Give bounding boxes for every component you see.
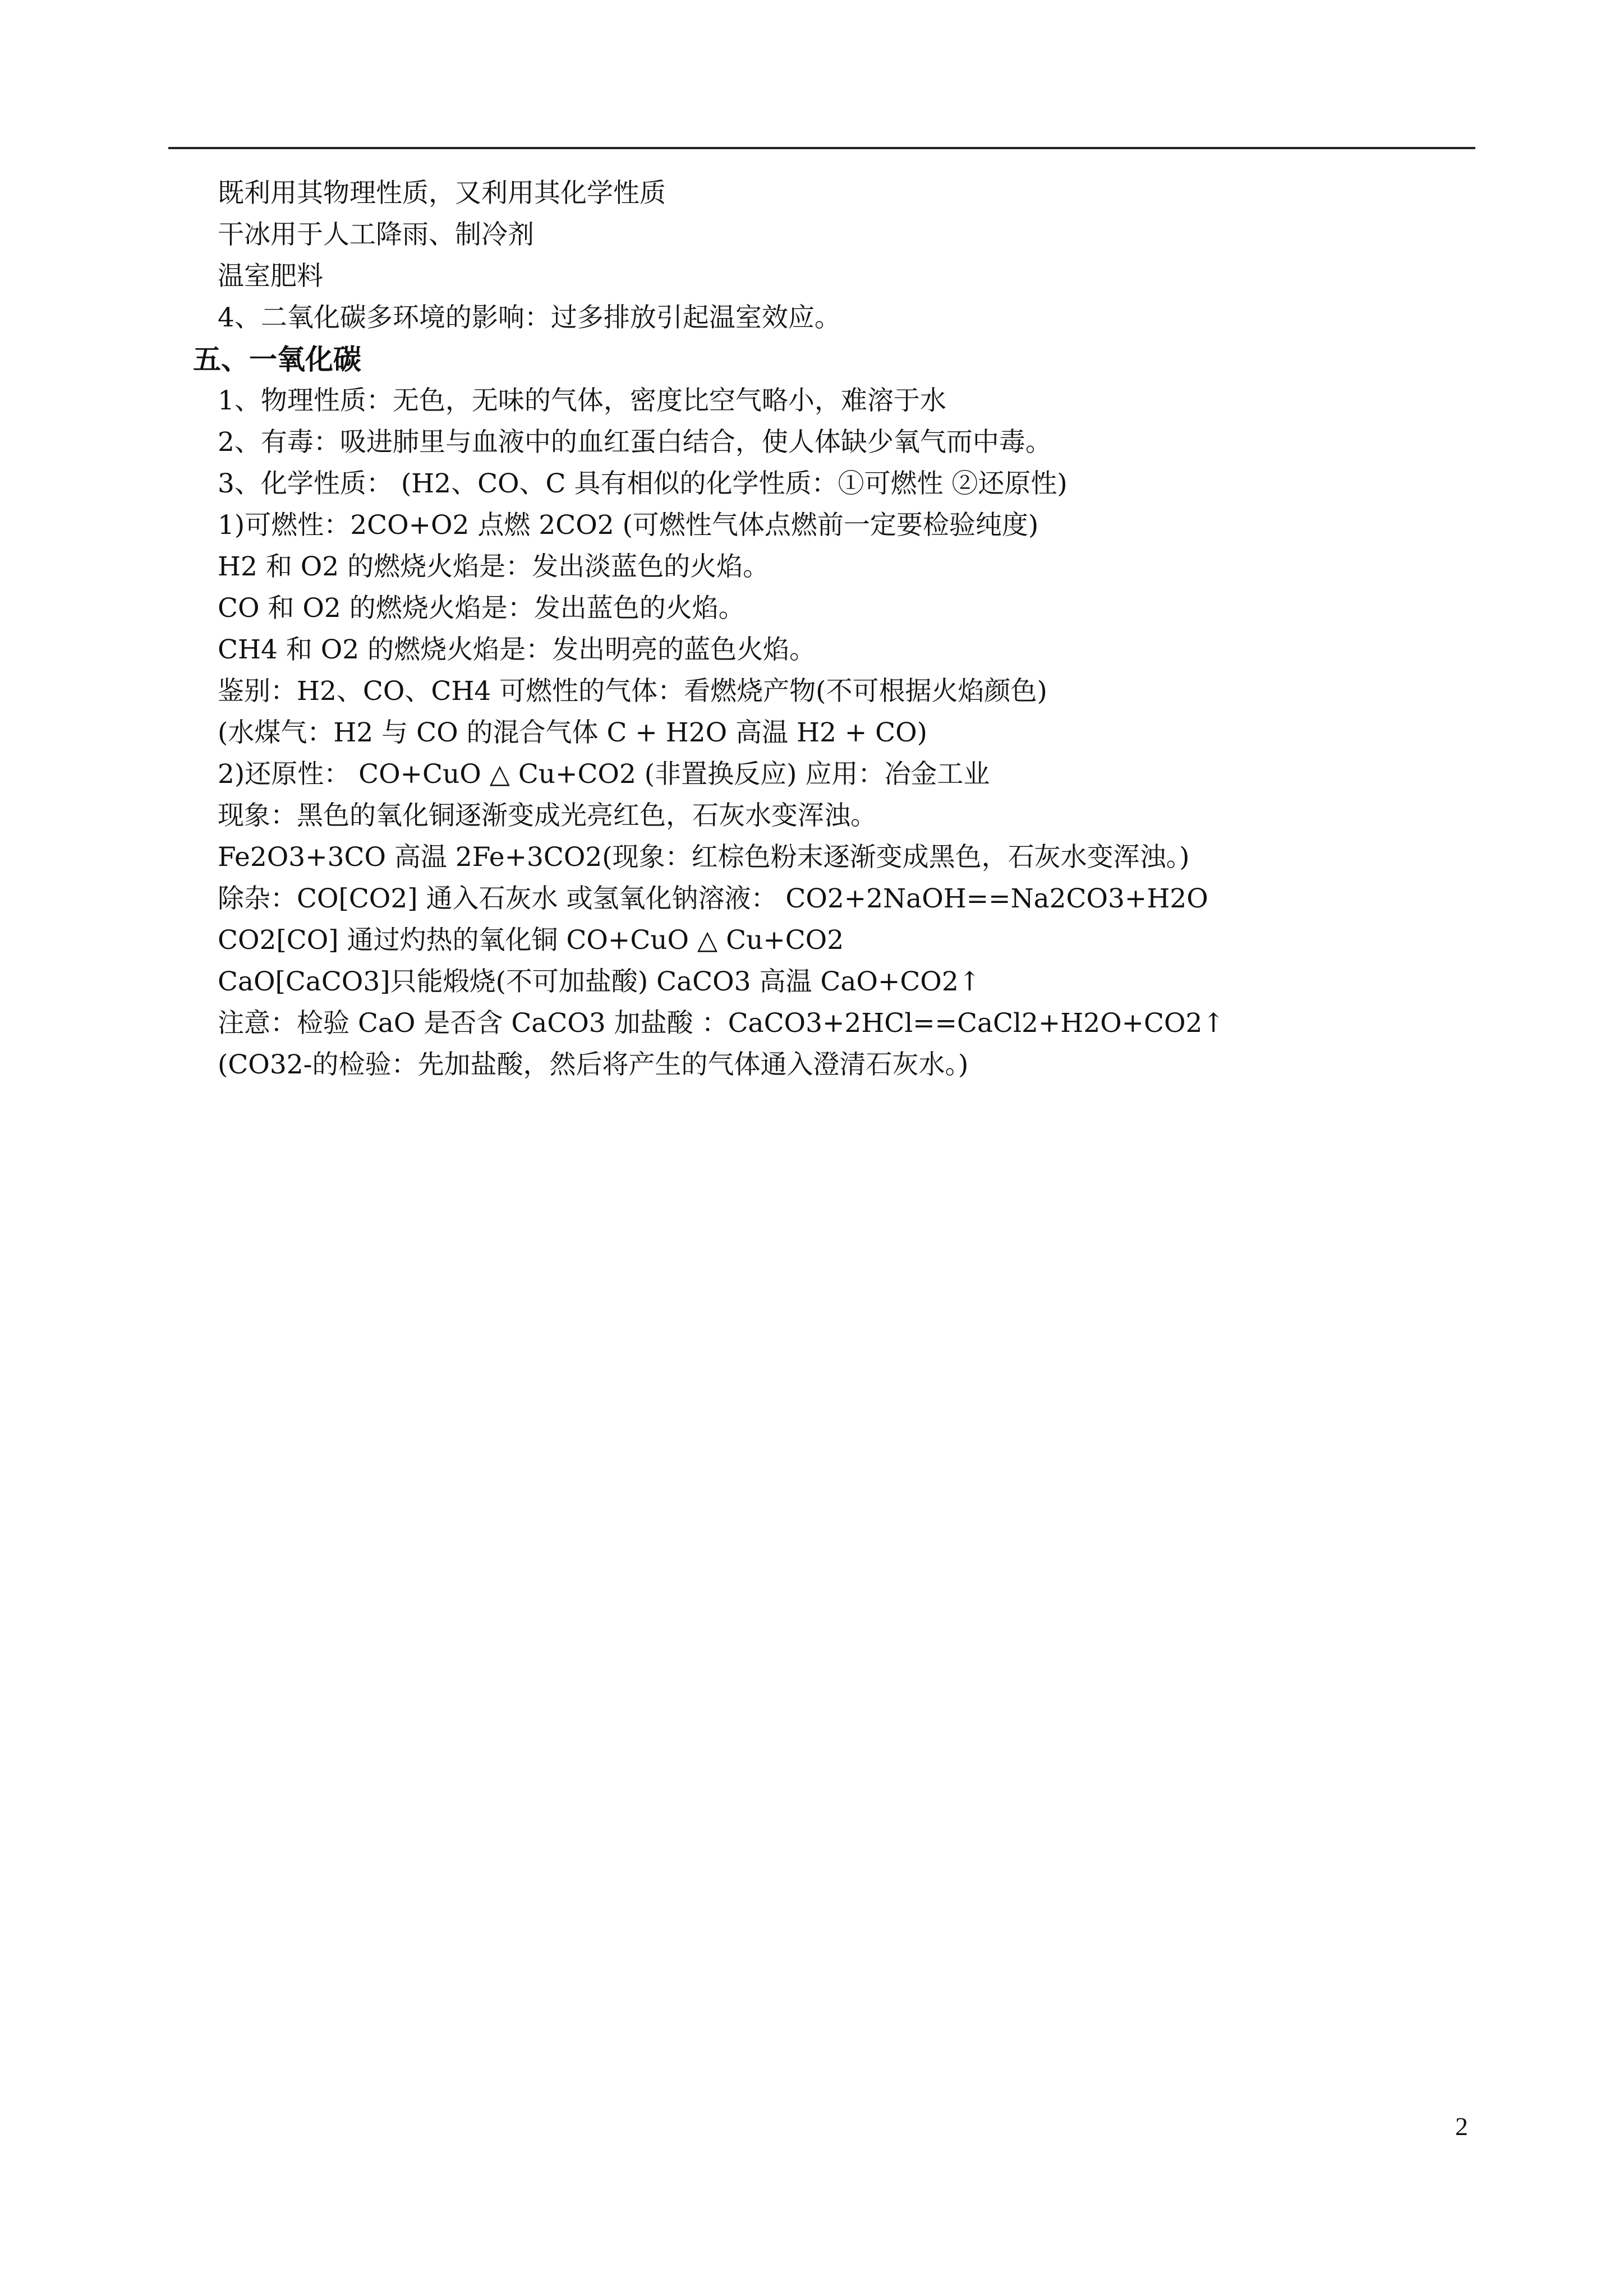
text-line: 2)还原性： CO+CuO △ Cu+CO2 (非置换反应) 应用：冶金工业 [218,759,990,790]
page-number: 2 [1455,2112,1468,2141]
text-line: 除杂：CO[CO2] 通入石灰水 或氢氧化钠溶液： CO2+2NaOH==Na2CO3+H2O [218,883,1208,914]
text-line: CH4 和 O2 的燃烧火焰是：发出明亮的蓝色火焰。 [218,634,816,665]
text-line: CaO[CaCO3]只能煅烧(不可加盐酸) CaCO3 高温 CaO+CO2↑ [218,966,981,997]
text-line: 干冰用于人工降雨、制冷剂 [218,219,534,250]
section-heading: 五、一氧化碳 [193,343,361,376]
text-line: 鉴别：H2、CO、CH4 可燃性的气体：看燃烧产物(不可根据火焰颜色) [218,676,1047,707]
text-line: 3、化学性质： (H2、CO、C 具有相似的化学性质：①可燃性 ②还原性) [218,468,1068,499]
text-line: (水煤气：H2 与 CO 的混合气体 C + H2O 高温 H2 + CO) [218,717,927,748]
text-line: 1、物理性质：无色，无味的气体，密度比空气略小，难溶于水 [218,385,946,416]
text-line: 注意：检验 CaO 是否含 CaCO3 加盐酸 ：CaCO3+2HCl==CaCl2+H2O+CO2↑ [218,1008,1225,1039]
text-line: CO 和 O2 的燃烧火焰是：发出蓝色的火焰。 [218,593,745,624]
text-line: H2 和 O2 的燃烧火焰是：发出淡蓝色的火焰。 [218,551,770,582]
text-line: 2、有毒：吸进肺里与血液中的血红蛋白结合，使人体缺少氧气而中毒。 [218,427,1052,458]
text-line: Fe2O3+3CO 高温 2Fe+3CO2(现象：红棕色粉末逐渐变成黑色，石灰水变浑浊。) [218,842,1190,873]
header-rule [168,147,1475,149]
text-line: 4、二氧化碳多环境的影响：过多排放引起温室效应。 [218,302,841,333]
text-line: 温室肥料 [218,261,323,292]
text-line: 既利用其物理性质，又利用其化学性质 [218,178,666,209]
text-line: CO2[CO] 通过灼热的氧化铜 CO+CuO △ Cu+CO2 [218,925,844,956]
text-line: 1)可燃性：2CO+O2 点燃 2CO2 (可燃性气体点燃前一定要检验纯度) [218,510,1039,541]
text-line: 现象：黑色的氧化铜逐渐变成光亮红色，石灰水变浑浊。 [218,800,877,831]
text-line: (CO32-的检验：先加盐酸，然后将产生的气体通入澄清石灰水。) [218,1049,969,1080]
document-body [193,173,1508,1086]
